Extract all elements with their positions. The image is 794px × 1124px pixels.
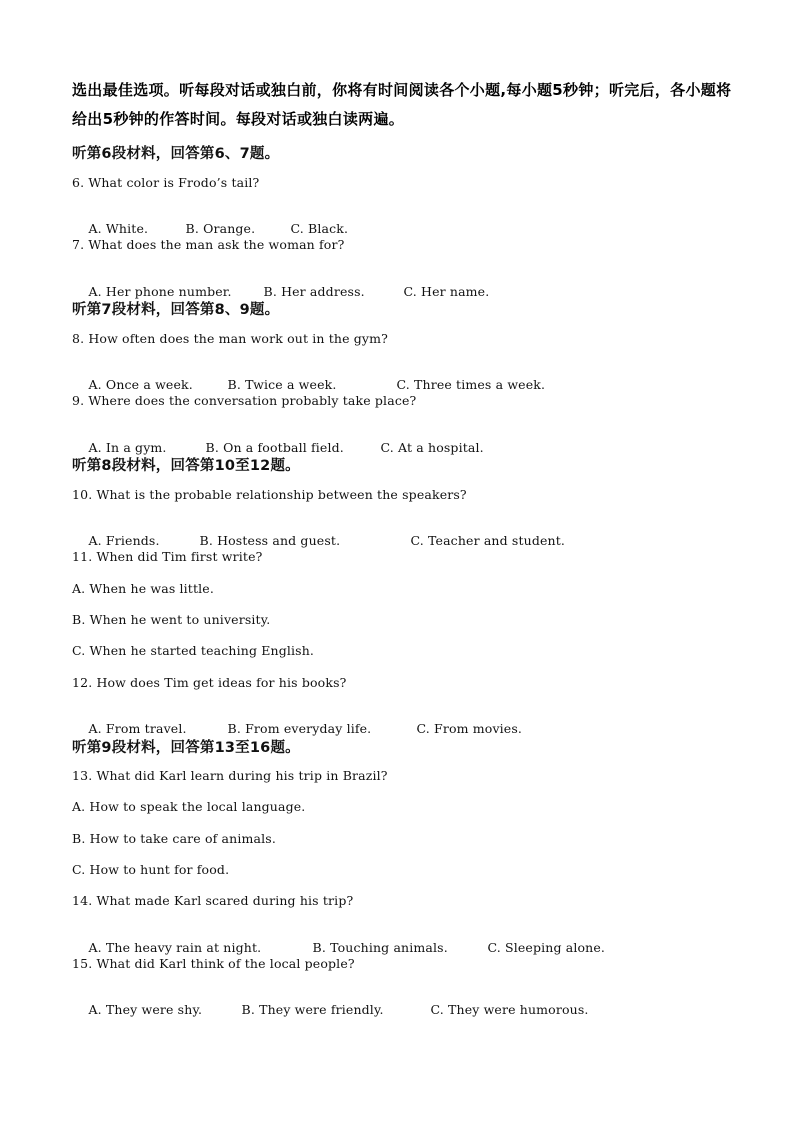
question-6-option-b: B. Orange. <box>185 221 256 236</box>
question-15-option-b: B. They were friendly. <box>241 1002 384 1017</box>
question-13-option-a: A. How to speak the local language. <box>72 799 306 814</box>
question-14-option-b: B. Touching animals. <box>312 940 448 955</box>
question-10-option-c: C. Teacher and student. <box>410 533 566 548</box>
question-8-stem: 8. How often does the man work out in the gym? <box>72 331 388 346</box>
question-7-option-c: C. Her name. <box>403 284 490 299</box>
question-11-option-b: B. When he went to university. <box>72 612 271 627</box>
question-6-option-c: C. Black. <box>290 221 349 236</box>
question-7-option-a: A. Her phone number. <box>88 284 232 299</box>
question-15-stem: 15. What did Karl think of the local people? <box>72 956 355 971</box>
question-15-options <box>72 987 589 1032</box>
question-8-option-b: B. Twice a week. <box>227 377 337 392</box>
question-11-option-c: C. When he started teaching English. <box>72 643 315 658</box>
question-7-option-b: B. Her address. <box>263 284 365 299</box>
question-14-option-a: A. The heavy rain at night. <box>88 940 262 955</box>
question-12-option-c: C. From movies. <box>416 721 523 736</box>
section-heading-6: 听第6段材料，回答第6、7题。 <box>72 146 280 162</box>
question-11-stem: 11. When did Tim first write? <box>72 549 263 564</box>
question-14-stem: 14. What made Karl scared during his trip? <box>72 893 354 908</box>
question-9-option-c: C. At a hospital. <box>380 440 484 455</box>
section-heading-9: 听第9段材料，回答第13至16题。 <box>72 740 300 756</box>
question-7-stem: 7. What does the man ask the woman for? <box>72 237 345 252</box>
question-10-stem: 10. What is the probable relationship between the speakers? <box>72 487 467 502</box>
question-8-option-a: A. Once a week. <box>88 377 193 392</box>
question-8-option-c: C. Three times a week. <box>396 377 546 392</box>
question-6-stem: 6. What color is Frodo’s tail? <box>72 175 260 190</box>
question-9-option-a: A. In a gym. <box>88 440 167 455</box>
question-13-option-b: B. How to take care of animals. <box>72 831 276 846</box>
question-14-option-c: C. Sleeping alone. <box>487 940 606 955</box>
question-9-option-b: B. On a football field. <box>205 440 344 455</box>
section-heading-8: 听第8段材料，回答第10至12题。 <box>72 458 300 474</box>
question-9-stem: 9. Where does the conversation probably take place? <box>72 393 417 408</box>
question-13-option-c: C. How to hunt for food. <box>72 862 230 877</box>
question-11-option-a: A. When he was little. <box>72 581 214 596</box>
listening-instructions: 选出最佳选项。听每段对话或独白前，你将有时间阅读各个小题,每小题5秒钟；听完后，各小题将给出5秒钟的作答时间。每段对话或独白读两遍。 <box>72 81 732 128</box>
section-heading-7: 听第7段材料，回答第8、9题。 <box>72 302 280 318</box>
question-10-option-a: A. Friends. <box>88 533 160 548</box>
question-15-option-c: C. They were humorous. <box>430 1002 589 1017</box>
question-12-stem: 12. How does Tim get ideas for his books? <box>72 675 347 690</box>
question-10-option-b: B. Hostess and guest. <box>199 533 341 548</box>
question-12-option-b: B. From everyday life. <box>227 721 372 736</box>
question-13-stem: 13. What did Karl learn during his trip in Brazil? <box>72 768 388 783</box>
question-6-option-a: A. White. <box>88 221 149 236</box>
question-15-option-a: A. They were shy. <box>88 1002 203 1017</box>
question-12-option-a: A. From travel. <box>88 721 187 736</box>
